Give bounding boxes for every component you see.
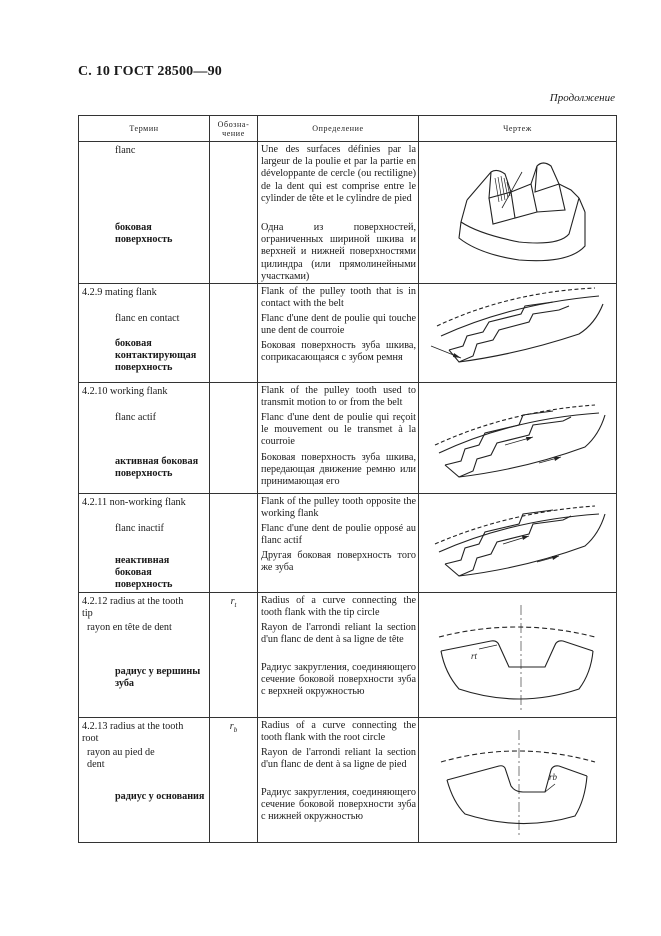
term-cell [79, 284, 210, 383]
term-en: non-working flank [109, 497, 186, 509]
drawing-label: rt [471, 650, 478, 661]
table-row [79, 592, 617, 717]
definition-fr: Rayon de l'arrondi reliant la section d'un flanc de dent à sa ligne de pied [261, 746, 416, 770]
column-header-definition: Определение [258, 116, 419, 142]
drawing-cell [419, 717, 617, 842]
definition-cell [258, 494, 419, 593]
term-fr: flanc actif [115, 412, 157, 424]
term-en-line [79, 383, 209, 412]
term-ru: радиус у вершины зуба [115, 665, 201, 689]
non-working-flank-drawing [419, 494, 615, 590]
definition-cell [258, 383, 419, 494]
definition-cell [258, 142, 419, 284]
drawing-cell [419, 284, 617, 383]
term-fr: flanc inactif [115, 523, 164, 535]
table-row [79, 717, 617, 842]
symbol-cell [210, 717, 258, 842]
term-fr: flanc en contact [115, 313, 180, 325]
symbol-cell [210, 592, 258, 717]
table-row [79, 142, 617, 284]
table-row [79, 494, 617, 593]
symbol [210, 718, 257, 734]
symbol-cell [210, 383, 258, 494]
definition-fr: Flanc d'une dent de poulie opposé au flanc actif [261, 523, 416, 547]
term-number: 4.2.9 [82, 287, 103, 299]
definition-en: Flank of the pulley tooth that is in contact with the belt [261, 286, 416, 310]
symbol-cell [210, 284, 258, 383]
term-en: mating flank [104, 287, 157, 299]
term-cell [79, 717, 210, 842]
drawing-cell [419, 592, 617, 717]
term-en-line [79, 284, 209, 313]
term-en: working flank [110, 386, 168, 398]
term-fr: flanc [115, 145, 136, 156]
flank-drawing [419, 142, 615, 278]
symbol-cell [210, 494, 258, 593]
term-en: radius at the tooth root [82, 720, 184, 744]
column-header-drawing: Чертеж [419, 116, 617, 142]
term-en: radius at the tooth tip [82, 595, 184, 619]
definition-fr: Flanc d'une dent de poulie qui reçoit le mouvement ou le transmet à la courroie [261, 412, 416, 448]
column-header-symbol-text: Обозна- чение [217, 119, 250, 138]
symbol-letter: r [230, 595, 235, 607]
drawing-cell [419, 142, 617, 284]
symbol [210, 593, 257, 609]
term-ru: неактивная боковая поверхность [115, 555, 173, 591]
definition-fr: Rayon de l'arrondi reliant la section d'un flanc de dent à sa ligne de tête [261, 621, 416, 645]
table-header-row [79, 116, 617, 142]
root-radius-drawing [419, 718, 615, 841]
page-header: С. 10 ГОСТ 28500—90 [78, 64, 222, 79]
definition-en: Radius of a curve connecting the tooth flank with the tip circle [261, 594, 416, 618]
continuation-label: Продолжение [549, 92, 615, 104]
term-en-line [79, 718, 209, 747]
table-row [79, 383, 617, 494]
definition-ru: Одна из поверхностей, ограниченных шириной шкива и верхней и нижней поверхностями цилиндра (или прямолинейными участками) [261, 222, 416, 282]
mating-flank-drawing [419, 284, 615, 381]
definition-ru: Радиус закругления, соединяющего сечение боковой поверхности зуба с верхней окружностью [261, 661, 416, 698]
term-number: 4.2.11 [82, 497, 108, 509]
term-en-line [79, 494, 209, 523]
definition-ru: Другая боковая поверхность того же зуба [261, 550, 416, 574]
definition-cell [258, 592, 419, 717]
term-ru: боковая контактирующая поверхность [115, 338, 197, 374]
definition-cell [258, 284, 419, 383]
definition-fr: Flanc d'une dent de poulie qui touche une dent de courroie [261, 313, 416, 337]
drawing-cell [419, 494, 617, 593]
term-ru: радиус у основания [115, 790, 205, 802]
term-cell [79, 142, 210, 284]
column-header-symbol [210, 116, 258, 142]
definition-fr: Une des surfaces définies par la largeur de la poulie et par la partie en développante de cercle (ou rectiligne) de la dent qui est comprise entre le cylinder de tête et le cylindre de pied [261, 144, 416, 204]
definition-ru: Боковая поверхность зуба шкива, передающая движение ремню или принимающая его [261, 452, 416, 488]
term-ru: боковая поверхность [115, 222, 173, 246]
term-cell [79, 383, 210, 494]
symbol-letter: r [229, 720, 234, 732]
symbol-cell [210, 142, 258, 284]
drawing-label: rb [549, 771, 558, 782]
term-number: 4.2.12 [82, 595, 108, 607]
definition-en: Radius of a curve connecting the tooth flank with the root circle [261, 719, 416, 743]
table-row [79, 284, 617, 383]
term-cell [79, 494, 210, 593]
definition-ru: Радиус закругления, соединяющего сечение боковой поверхности зуба с нижней окружностью [261, 786, 416, 823]
term-number: 4.2.10 [82, 386, 108, 398]
term-fr: rayon en tête de dent [87, 621, 172, 633]
column-header-terms: Термин [79, 116, 210, 142]
symbol-subscript: b [233, 725, 238, 734]
drawing-cell [419, 383, 617, 494]
term-fr: rayon au pied de dent [87, 746, 155, 770]
tip-radius-drawing [419, 593, 615, 716]
symbol-subscript: t [234, 600, 237, 609]
term-cell [79, 592, 210, 717]
terms-table [78, 115, 617, 843]
definition-en: Flank of the pulley tooth used to transmit motion to or from the belt [261, 385, 416, 409]
definition-ru: Боковая поверхность зуба шкива, соприкасающаяся с зубом ремня [261, 340, 416, 364]
term-ru: активная боковая поверхность [115, 456, 199, 480]
term-en-line [79, 593, 209, 622]
term-number: 4.2.13 [82, 720, 108, 732]
working-flank-drawing [419, 383, 615, 492]
definition-cell [258, 717, 419, 842]
definition-en: Flank of the pulley tooth opposite the working flank [261, 496, 416, 520]
